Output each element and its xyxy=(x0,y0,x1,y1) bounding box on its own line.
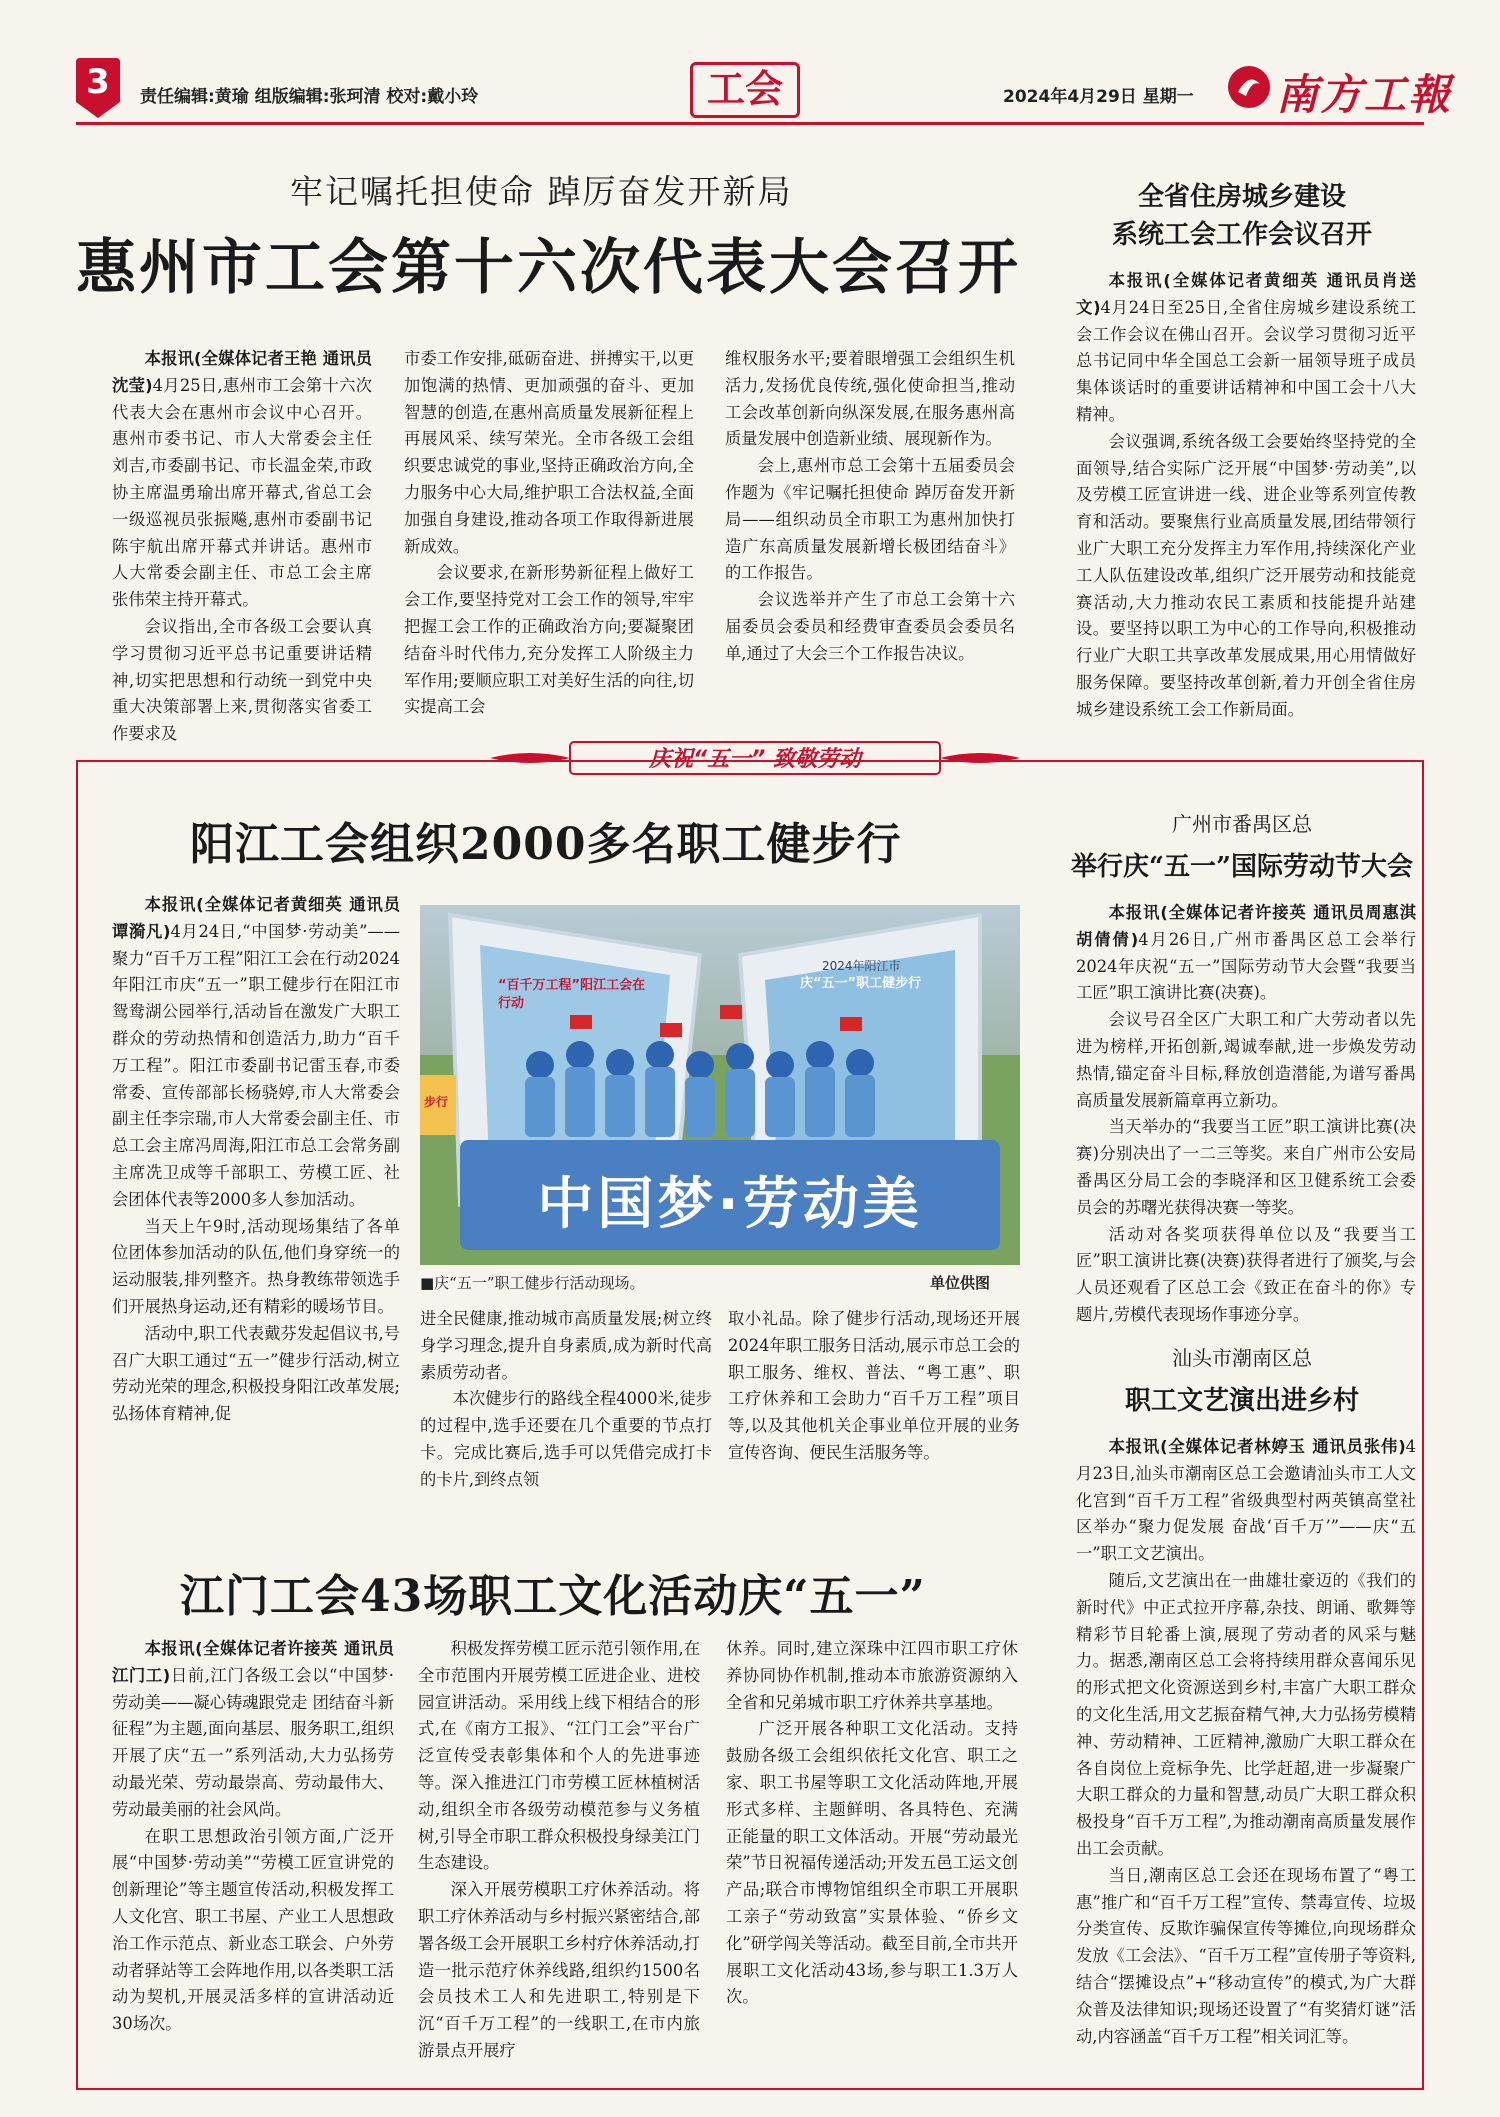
photo-sign-year: 2024年阳江市 xyxy=(822,959,901,973)
lead-byline: 本报讯(全媒体记者王艳 通讯员沈莹) xyxy=(112,349,372,395)
lead-column-3: 维权服务水平;要着眼增强工会组织生机活力,发扬优良传统,强化使命担当,推动工会改革创新向纵深发展,在服务惠州高质量发展中创造新业绩、展现新作为。 会上,惠州市总工会第十五届委员会作题为《牢记嘱托担使命 踔厉奋发开新局——组织动员全市职工为惠州加快打造广东高质量发展新增长极团结奋斗》的工作报告。 会议选举并产生了市总工会第十六届委员会委员和经费审查委员会委员名单,通过了大会三个工作报告决议。 xyxy=(725,349,1015,663)
jiangmen-column-3: 休养。同时,建立深珠中江四市职工疗休养协同协作机制,推动本市旅游资源纳入全省和兄弟城市职工疗休养共享基地。 广泛开展各种职工文化活动。支持鼓励各级工会组织依托文化宫、职工之家、职工书屋等职工文化活动阵地,开展形式多样、主题鲜明、各具特色、充满正能量的职工文体活动。开展“劳动最光荣”节日祝福传递活动;开发五邑工运文创产品;联合市博物馆组织全市职工开展职工亲子“劳动致富”实景体验、“侨乡文化”研学闯关等活动。截至目前,全市共开展职工文化活动43场,参与职工1.3万人次。 xyxy=(726,1639,1018,2007)
chaonan-body: 本报讯(全媒体记者林婷玉 通讯员张伟)4月23日,汕头市潮南区总工会邀请汕头市工人文化宫到“百千万工程”省级典型村两英镇高堂社区举办“聚力促发展 奋战‘百千万’”——庆“五一”职工文艺演出。 随后,文艺演出在一曲雄壮豪迈的《我们的新时代》中正式拉开序幕,杂技、朗诵、歌舞等精彩节目轮番上演,展现了劳动者的风采与魅力。据悉,潮南区总工会将持续用群众喜闻乐见的形式把文化资源送到乡村,丰富广大职工群众的文化生活,用文艺振奋精气神,大力弘扬劳模精神、劳动精神、工匠精神,激励广大职工群众在各自岗位上竞标争先、比学赶超,进一步凝聚广大职工群众的力量和智慧,动员广大职工群众积极投身“百千万工程”,为推动潮南高质量发展作出工会贡献。 当日,潮南区总工会还在现场布置了“粤工惠”推广和“百千万工程”宣传、禁毒宣传、垃圾分类宣传、反欺诈骗保宣传等摊位,向现场群众发放《工会法》、“百千万工程”宣传册子等资料,结合“摆摊设点”+“移动宣传”的模式,为广大群众普及法律知识;现场还设置了“有奖猜灯谜”活动,内容涵盖“百千万工程”相关词汇等。 xyxy=(1076,1437,1416,2046)
photo-sign-right: 庆“五一”职工健步行 xyxy=(800,976,922,991)
panyu-byline: 本报讯(全媒体记者许接英 通讯员周惠淇 胡倩倩) xyxy=(1076,903,1416,949)
yangjiang-headline: 阳江工会组织2000多名职工健步行 xyxy=(190,819,902,870)
side1-headline-line2: 系统工会工作会议召开 xyxy=(1111,220,1372,250)
jiangmen-column-2: 积极发挥劳模工匠示范引领作用,在全市范围内开展劳模工匠进企业、进校园宣讲活动。采用线上线下相结合的形式,在《南方工报》、“江门工会”平台广泛宣传受表彰集体和个人的先进事迹等。深入推进江门市劳模工匠林植树活动,组织全市各级劳动模范参与义务植树,引导全市职工群众积极投身绿美江门生态建设。 深入开展劳模职工疗休养活动。将职工疗休养活动与乡村振兴紧密结合,部署各级工会开展职工乡村疗休养活动,打造一批示范疗休养线路,组织约1500名会员技术工人和先进职工,特别是下沉“百千万工程”的一线职工,在市内旅游景点开展疗 xyxy=(418,1639,700,2060)
lead-column-1: 本报讯(全媒体记者王艳 通讯员沈莹)4月25日,惠州市工会第十六次代表大会在惠州市会议中心召开。惠州市委书记、市人大常委会主任刘吉,市委副书记、市长温金荣,市政协主席温勇瑜出席开幕式,省总工会一级巡视员张振飚,惠州市委副书记陈宇航出席开幕式并讲话。惠州市人大常委会副主任、市总工会主席张伟荣主持开幕式。 会议指出,全市各级工会要认真学习贯彻习近平总书记重要讲话精神,切实把思想和行动统一到党中央重大决策部署上来,贯彻落实省委工作要求及 xyxy=(112,349,372,744)
lead-column-2: 市委工作安排,砥砺奋进、拼搏实干,以更加饱满的热情、更加顽强的奋斗、更加智慧的创造,在惠州高质量发展新征程上再展风采、续写荣光。全市各级工会组织要忠诚党的事业,坚持正确政治方向,全力服务中心大局,维护职工合法权益,全面加强自身建设,推动各项工作取得新进展新成效。 会议要求,在新形势新征程上做好工会工作,要坚持党对工会工作的领导,牢牢把握工会工作的正确政治方向;要凝聚团结奋斗时代伟力,充分发挥工人阶级主力军作用;要顺应职工对美好生活的向往,切实提高工会 xyxy=(404,349,694,717)
photo-side-sign: 步行 xyxy=(424,1095,449,1109)
chaonan-kicker: 汕头市潮南区总 xyxy=(1172,1346,1312,1370)
side1-body: 本报讯(全媒体记者黄细英 通讯员肖送文)4月24日至25日,全省住房城乡建设系统工会工作会议在佛山召开。会议学习贯彻习近平总书记同中华全国总工会新一届领导班子成员集体谈话时的重要讲话精神和中国工会十八大精神。 会议强调,系统各级工会要始终坚持党的全面领导,结合实际广泛开展“中国梦·劳动美”,以及劳模工匠宣讲进一线、进企业等系列宣传教育和活动。要聚焦行业高质量发展,团结带领行业广大职工充分发挥主力军作用,持续深化产业工人队伍建设改革,组织广泛开展劳动和技能竞赛活动,大力推动农民工素质和技能提升站建设。要坚持以职工为中心的工作导向,积极推动行业广大职工共享改革发展成果,用心用情做好服务保障。要坚持改革创新,着力开创全省住房城乡建设系统工会工作新局面。 xyxy=(1076,271,1416,719)
photo-slogan: 中国梦·劳动美 xyxy=(537,1172,923,1237)
yangjiang-column-mid: 进全民健康,推动城市高质量发展;树立终身学习理念,提升自身素质,成为新时代高素质劳动者。 本次健步行的路线全程4000米,徒步的过程中,选手还要在几个重要的节点打卡。完成比赛后,选手可以凭借完成打卡的卡片,到终点领 xyxy=(420,1309,712,1489)
issue-date: 2024年4月29日 星期一 xyxy=(1003,87,1194,107)
panyu-kicker: 广州市番禺区总 xyxy=(1172,812,1312,836)
masthead: 南方工報 xyxy=(1276,70,1453,119)
panyu-headline: 举行庆“五一”国际劳动节大会 xyxy=(1071,852,1413,882)
side1-headline-line1: 全省住房城乡建设 xyxy=(1137,182,1346,212)
section-label: 工会 xyxy=(690,62,800,118)
yangjiang-column-right: 取小礼品。除了健步行活动,现场还开展2024年职工服务日活动,展示市总工会的职工服务、维权、普法、“粤工惠”、职工疗休养和工会助力“百千万工程”项目等,以及其他机关企事业单位开展的业务宣传咨询、便民生活服务等。 xyxy=(728,1309,1020,1462)
lead-headline: 惠州市工会第十六次代表大会召开 xyxy=(76,233,1021,303)
yangjiang-photo xyxy=(420,905,1020,1265)
chaonan-byline: 本报讯(全媒体记者林婷玉 通讯员张伟) xyxy=(1108,1437,1406,1456)
page-number: 3 xyxy=(86,62,110,102)
yangjiang-column-left: 本报讯(全媒体记者黄细英 通讯员谭漪凡)4月24日,“中国梦·劳动美”——聚力“百千万工程”阳江工会在行动2024年阳江市庆“五一”职工健步行在阳江市鸳鸯湖公园举行,活动旨在激发广大职工群众的劳动热情和创造活力,助力“百千万工程”。阳江市委副书记雷玉春,市委常委、宣传部部长杨骁婷,市人大常委会副主任李宗瑞,市人大常委会副主任、市总工会主席冯周海,阳江市总工会常务副主席冼卫成等千部职工、劳模工匠、社会团体代表等2000多人参加活动。 当天上午9时,活动现场集结了各单位团体参加活动的队伍,他们身穿统一的运动服装,排列整齐。热身教练带领选手们开展热身运动,还有精彩的暖场节目。 活动中,职工代表戴芬发起倡议书,号召广大职工通过“五一”健步行活动,树立劳动光荣的理念,积极投身阳江改革发展;弘扬体育精神,促 xyxy=(112,895,400,1424)
photo-sign-left: “百千万工程”阳江工会在行动 xyxy=(498,978,646,1011)
jiangmen-column-1: 本报讯(全媒体记者许接英 通讯员江门工)日前,江门各级工会以“中国梦·劳动美——凝心铸魂跟党走 团结奋斗新征程”为主题,面向基层、服务职工,组织开展了庆“五一”系列活动,大力弘扬劳动最光荣、劳动最崇高、劳动最伟大、劳动最美丽的社会风尚。 在职工思想政治引领方面,广泛开展“中国梦·劳动美”“劳模工匠宣讲党的创新理论”等主题宣传活动,积极发挥工人文化宫、职工书屋、产业工人思想政治工作示范点、新业态工联会、户外劳动者驿站等工会阵地作用,以各类职工活动为契机,开展灵活多样的宣讲活动近30场次。 xyxy=(112,1639,394,2034)
photo-credit: 单位供图 xyxy=(930,1274,991,1292)
chaonan-headline: 职工文艺演出进乡村 xyxy=(1124,1386,1359,1416)
jiangmen-byline: 本报讯(全媒体记者许接英 通讯员江门工) xyxy=(112,1639,394,1685)
page-number-badge xyxy=(76,58,120,118)
yangjiang-byline: 本报讯(全媒体记者黄细英 通讯员谭漪凡) xyxy=(112,895,400,941)
photo-caption: ■庆“五一”职工健步行活动现场。 xyxy=(420,1274,645,1292)
lead-kicker: 牢记嘱托担使命 踔厉奋发开新局 xyxy=(290,172,793,211)
jiangmen-headline: 江门工会43场职工文化活动庆“五一” xyxy=(180,1571,926,1622)
banner-text: 庆祝“五一” 致敬劳动 xyxy=(649,747,861,772)
masthead-logo-icon xyxy=(1228,66,1270,108)
header-rule xyxy=(76,122,1424,125)
editors-line: 责任编辑:黄瑜 组版编辑:张珂清 校对:戴小玲 xyxy=(140,87,479,107)
side1-byline: 本报讯(全媒体记者黄细英 通讯员肖送文) xyxy=(1076,271,1416,317)
panyu-body: 本报讯(全媒体记者许接英 通讯员周惠淇 胡倩倩)4月26日,广州市番禺区总工会举行2024年庆祝“五一”国际劳动节大会暨“我要当工匠”职工演讲比赛(决赛)。 会议号召全区广大职工和广大劳动者以先进为榜样,开拓创新,竭诚奉献,进一步焕发劳动热情,锚定奋斗目标,释放创造潜能,为谱写番禺高质量发展新篇章再立新功。 当天举办的“我要当工匠”职工演讲比赛(决赛)分别决出了一二三等奖。来自广州市公安局番禺区分局工会的李晓泽和区卫健系统工会委员会的苏曙光获得决赛一等奖。 活动对各奖项获得单位以及“我要当工匠”职工演讲比赛(决赛)获得者进行了颁奖,与会人员还观看了区总工会《致正在奋斗的你》专题片,劳模代表现场作事迹分享。 xyxy=(1076,903,1416,1324)
